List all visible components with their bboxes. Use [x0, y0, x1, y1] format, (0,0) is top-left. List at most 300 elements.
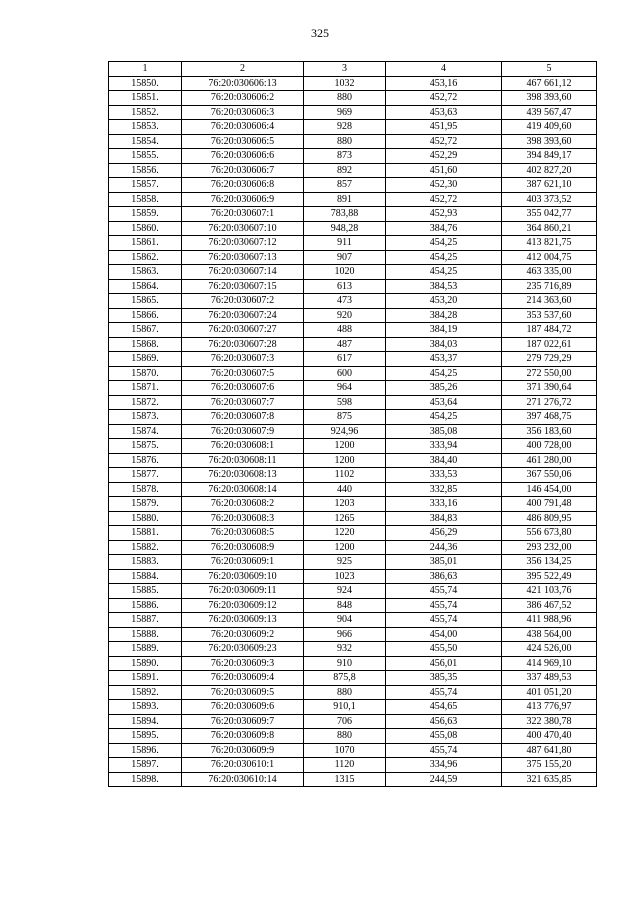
- area-cell: 440: [304, 482, 386, 497]
- row-number-cell: 15865.: [109, 294, 182, 309]
- rate-cell: 456,29: [386, 526, 502, 541]
- row-number-cell: 15862.: [109, 250, 182, 265]
- rate-cell: 334,96: [386, 758, 502, 773]
- area-cell: 1200: [304, 453, 386, 468]
- rate-cell: 386,63: [386, 569, 502, 584]
- table-row: [109, 758, 597, 773]
- cadastral-number-cell: 76:20:030609:5: [182, 685, 304, 700]
- area-cell: 1200: [304, 540, 386, 555]
- cadastral-number-cell: 76:20:030607:27: [182, 323, 304, 338]
- page-number: 325: [311, 26, 329, 40]
- rate-cell: 453,37: [386, 352, 502, 367]
- table-row: [109, 163, 597, 178]
- rate-cell: 454,25: [386, 265, 502, 280]
- table-row: [109, 410, 597, 425]
- row-number-cell: 15856.: [109, 163, 182, 178]
- value-cell: 400 470,40: [502, 729, 597, 744]
- rate-cell: 384,83: [386, 511, 502, 526]
- value-cell: 401 051,20: [502, 685, 597, 700]
- row-number-cell: 15867.: [109, 323, 182, 338]
- area-cell: 873: [304, 149, 386, 164]
- area-cell: 907: [304, 250, 386, 265]
- value-cell: 355 042,77: [502, 207, 597, 222]
- value-cell: 387 621,10: [502, 178, 597, 193]
- row-number-cell: 15871.: [109, 381, 182, 396]
- cadastral-number-cell: 76:20:030608:13: [182, 468, 304, 483]
- rate-cell: 385,35: [386, 671, 502, 686]
- table-row: [109, 236, 597, 251]
- value-cell: 461 280,00: [502, 453, 597, 468]
- row-number-cell: 15870.: [109, 366, 182, 381]
- value-cell: 412 004,75: [502, 250, 597, 265]
- cadastral-number-cell: 76:20:030610:1: [182, 758, 304, 773]
- table-row: [109, 468, 597, 483]
- row-number-cell: 15894.: [109, 714, 182, 729]
- rate-cell: 454,25: [386, 250, 502, 265]
- table-body: [109, 76, 597, 787]
- cadastral-number-cell: 76:20:030607:14: [182, 265, 304, 280]
- rate-cell: 456,01: [386, 656, 502, 671]
- area-cell: 598: [304, 395, 386, 410]
- rate-cell: 453,63: [386, 105, 502, 120]
- area-cell: 924,96: [304, 424, 386, 439]
- row-number-cell: 15853.: [109, 120, 182, 135]
- value-cell: 322 380,78: [502, 714, 597, 729]
- rate-cell: 455,50: [386, 642, 502, 657]
- value-cell: 371 390,64: [502, 381, 597, 396]
- column-header: 4: [386, 62, 502, 77]
- area-cell: 1032: [304, 76, 386, 91]
- row-number-cell: 15866.: [109, 308, 182, 323]
- table-row: [109, 511, 597, 526]
- table-row: [109, 424, 597, 439]
- area-cell: 1200: [304, 439, 386, 454]
- table-row: [109, 497, 597, 512]
- table-row: [109, 671, 597, 686]
- row-number-cell: 15872.: [109, 395, 182, 410]
- area-cell: 920: [304, 308, 386, 323]
- value-cell: 187 484,72: [502, 323, 597, 338]
- value-cell: 367 550,06: [502, 468, 597, 483]
- cadastral-number-cell: 76:20:030608:2: [182, 497, 304, 512]
- value-cell: 235 716,89: [502, 279, 597, 294]
- table-row: [109, 250, 597, 265]
- cadastral-number-cell: 76:20:030607:5: [182, 366, 304, 381]
- cadastral-number-cell: 76:20:030606:6: [182, 149, 304, 164]
- area-cell: 910: [304, 656, 386, 671]
- value-cell: 439 567,47: [502, 105, 597, 120]
- value-cell: 375 155,20: [502, 758, 597, 773]
- value-cell: 398 393,60: [502, 91, 597, 106]
- area-cell: 1220: [304, 526, 386, 541]
- rate-cell: 455,08: [386, 729, 502, 744]
- area-cell: 1265: [304, 511, 386, 526]
- rate-cell: 244,59: [386, 772, 502, 787]
- value-cell: 424 526,00: [502, 642, 597, 657]
- table-row: [109, 178, 597, 193]
- row-number-cell: 15878.: [109, 482, 182, 497]
- cadastral-number-cell: 76:20:030607:24: [182, 308, 304, 323]
- area-cell: 880: [304, 134, 386, 149]
- table-row: [109, 120, 597, 135]
- table-row: [109, 134, 597, 149]
- value-cell: 279 729,29: [502, 352, 597, 367]
- cadastral-number-cell: 76:20:030606:9: [182, 192, 304, 207]
- rate-cell: 452,72: [386, 192, 502, 207]
- cadastral-number-cell: 76:20:030606:8: [182, 178, 304, 193]
- value-cell: 400 728,00: [502, 439, 597, 454]
- value-cell: 364 860,21: [502, 221, 597, 236]
- value-cell: 293 232,00: [502, 540, 597, 555]
- area-cell: 964: [304, 381, 386, 396]
- row-number-cell: 15869.: [109, 352, 182, 367]
- cadastral-number-cell: 76:20:030609:8: [182, 729, 304, 744]
- cadastral-number-cell: 76:20:030608:1: [182, 439, 304, 454]
- cadastral-number-cell: 76:20:030606:13: [182, 76, 304, 91]
- rate-cell: 452,29: [386, 149, 502, 164]
- table-row: [109, 453, 597, 468]
- column-header: 5: [502, 62, 597, 77]
- rate-cell: 453,20: [386, 294, 502, 309]
- table-row: [109, 627, 597, 642]
- value-cell: 146 454,00: [502, 482, 597, 497]
- value-cell: 395 522,49: [502, 569, 597, 584]
- value-cell: 486 809,95: [502, 511, 597, 526]
- value-cell: 463 335,00: [502, 265, 597, 280]
- table-row: [109, 105, 597, 120]
- row-number-cell: 15896.: [109, 743, 182, 758]
- area-cell: 925: [304, 555, 386, 570]
- area-cell: 857: [304, 178, 386, 193]
- area-cell: 1203: [304, 497, 386, 512]
- row-number-cell: 15884.: [109, 569, 182, 584]
- cadastral-number-cell: 76:20:030608:11: [182, 453, 304, 468]
- rate-cell: 455,74: [386, 598, 502, 613]
- row-number-cell: 15850.: [109, 76, 182, 91]
- area-cell: 600: [304, 366, 386, 381]
- cadastral-number-cell: 76:20:030609:7: [182, 714, 304, 729]
- cadastral-number-cell: 76:20:030608:3: [182, 511, 304, 526]
- row-number-cell: 15873.: [109, 410, 182, 425]
- row-number-cell: 15860.: [109, 221, 182, 236]
- rate-cell: 384,03: [386, 337, 502, 352]
- table-row: [109, 149, 597, 164]
- rate-cell: 333,94: [386, 439, 502, 454]
- row-number-cell: 15861.: [109, 236, 182, 251]
- area-cell: 892: [304, 163, 386, 178]
- area-cell: 969: [304, 105, 386, 120]
- value-cell: 402 827,20: [502, 163, 597, 178]
- row-number-cell: 15857.: [109, 178, 182, 193]
- area-cell: 1070: [304, 743, 386, 758]
- row-number-cell: 15893.: [109, 700, 182, 715]
- value-cell: 356 183,60: [502, 424, 597, 439]
- rate-cell: 452,72: [386, 134, 502, 149]
- area-cell: 783,88: [304, 207, 386, 222]
- cadastral-number-cell: 76:20:030609:6: [182, 700, 304, 715]
- row-number-cell: 15854.: [109, 134, 182, 149]
- table-row: [109, 613, 597, 628]
- area-cell: 891: [304, 192, 386, 207]
- value-cell: 398 393,60: [502, 134, 597, 149]
- row-number-cell: 15859.: [109, 207, 182, 222]
- rate-cell: 333,16: [386, 497, 502, 512]
- cadastral-number-cell: 76:20:030607:28: [182, 337, 304, 352]
- table-row: [109, 439, 597, 454]
- area-cell: 904: [304, 613, 386, 628]
- cadastral-number-cell: 76:20:030607:3: [182, 352, 304, 367]
- row-number-cell: 15892.: [109, 685, 182, 700]
- cadastral-number-cell: 76:20:030607:13: [182, 250, 304, 265]
- area-cell: 911: [304, 236, 386, 251]
- table-header-row: [109, 62, 597, 77]
- rate-cell: 384,53: [386, 279, 502, 294]
- table-row: [109, 294, 597, 309]
- cadastral-number-cell: 76:20:030607:1: [182, 207, 304, 222]
- value-cell: 400 791,48: [502, 497, 597, 512]
- value-cell: 394 849,17: [502, 149, 597, 164]
- value-cell: 337 489,53: [502, 671, 597, 686]
- cadastral-number-cell: 76:20:030609:13: [182, 613, 304, 628]
- table-row: [109, 91, 597, 106]
- area-cell: 1315: [304, 772, 386, 787]
- cadastral-number-cell: 76:20:030609:23: [182, 642, 304, 657]
- rate-cell: 452,30: [386, 178, 502, 193]
- cadastral-number-cell: 76:20:030607:8: [182, 410, 304, 425]
- cadastral-number-cell: 76:20:030607:2: [182, 294, 304, 309]
- table-row: [109, 729, 597, 744]
- row-number-cell: 15886.: [109, 598, 182, 613]
- row-number-cell: 15855.: [109, 149, 182, 164]
- value-cell: 321 635,85: [502, 772, 597, 787]
- area-cell: 910,1: [304, 700, 386, 715]
- area-cell: 928: [304, 120, 386, 135]
- row-number-cell: 15881.: [109, 526, 182, 541]
- row-number-cell: 15879.: [109, 497, 182, 512]
- area-cell: 932: [304, 642, 386, 657]
- area-cell: 613: [304, 279, 386, 294]
- row-number-cell: 15868.: [109, 337, 182, 352]
- table-row: [109, 714, 597, 729]
- cadastral-number-cell: 76:20:030607:7: [182, 395, 304, 410]
- value-cell: 414 969,10: [502, 656, 597, 671]
- row-number-cell: 15889.: [109, 642, 182, 657]
- value-cell: 556 673,80: [502, 526, 597, 541]
- rate-cell: 385,26: [386, 381, 502, 396]
- table-row: [109, 279, 597, 294]
- cadastral-number-cell: 76:20:030609:10: [182, 569, 304, 584]
- area-cell: 1023: [304, 569, 386, 584]
- cadastral-number-cell: 76:20:030608:14: [182, 482, 304, 497]
- value-cell: 421 103,76: [502, 584, 597, 599]
- value-cell: 419 409,60: [502, 120, 597, 135]
- row-number-cell: 15887.: [109, 613, 182, 628]
- table-row: [109, 323, 597, 338]
- value-cell: 356 134,25: [502, 555, 597, 570]
- row-number-cell: 15875.: [109, 439, 182, 454]
- area-cell: 880: [304, 729, 386, 744]
- value-cell: 214 363,60: [502, 294, 597, 309]
- row-number-cell: 15851.: [109, 91, 182, 106]
- rate-cell: 384,40: [386, 453, 502, 468]
- cadastral-number-cell: 76:20:030609:11: [182, 584, 304, 599]
- table-row: [109, 642, 597, 657]
- column-header: 2: [182, 62, 304, 77]
- area-cell: 875: [304, 410, 386, 425]
- area-cell: 848: [304, 598, 386, 613]
- cadastral-number-cell: 76:20:030607:15: [182, 279, 304, 294]
- area-cell: 487: [304, 337, 386, 352]
- rate-cell: 385,01: [386, 555, 502, 570]
- data-table: [108, 61, 597, 787]
- value-cell: 271 276,72: [502, 395, 597, 410]
- area-cell: 1020: [304, 265, 386, 280]
- rate-cell: 384,19: [386, 323, 502, 338]
- cadastral-number-cell: 76:20:030609:12: [182, 598, 304, 613]
- area-cell: 1120: [304, 758, 386, 773]
- rate-cell: 455,74: [386, 743, 502, 758]
- table-row: [109, 526, 597, 541]
- rate-cell: 453,64: [386, 395, 502, 410]
- area-cell: 488: [304, 323, 386, 338]
- area-cell: 948,28: [304, 221, 386, 236]
- table-row: [109, 540, 597, 555]
- rate-cell: 333,53: [386, 468, 502, 483]
- cadastral-number-cell: 76:20:030610:14: [182, 772, 304, 787]
- area-cell: 880: [304, 685, 386, 700]
- rate-cell: 456,63: [386, 714, 502, 729]
- area-cell: 880: [304, 91, 386, 106]
- row-number-cell: 15864.: [109, 279, 182, 294]
- table-row: [109, 598, 597, 613]
- area-cell: 473: [304, 294, 386, 309]
- table-row: [109, 555, 597, 570]
- row-number-cell: 15858.: [109, 192, 182, 207]
- rate-cell: 451,60: [386, 163, 502, 178]
- value-cell: 467 661,12: [502, 76, 597, 91]
- row-number-cell: 15888.: [109, 627, 182, 642]
- cadastral-number-cell: 76:20:030606:3: [182, 105, 304, 120]
- value-cell: 187 022,61: [502, 337, 597, 352]
- table-row: [109, 743, 597, 758]
- row-number-cell: 15877.: [109, 468, 182, 483]
- value-cell: 438 564,00: [502, 627, 597, 642]
- area-cell: 966: [304, 627, 386, 642]
- table-row: [109, 221, 597, 236]
- row-number-cell: 15885.: [109, 584, 182, 599]
- row-number-cell: 15863.: [109, 265, 182, 280]
- row-number-cell: 15898.: [109, 772, 182, 787]
- table-row: [109, 265, 597, 280]
- cadastral-number-cell: 76:20:030609:2: [182, 627, 304, 642]
- rate-cell: 452,72: [386, 91, 502, 106]
- rate-cell: 385,08: [386, 424, 502, 439]
- cadastral-number-cell: 76:20:030608:5: [182, 526, 304, 541]
- rate-cell: 454,25: [386, 366, 502, 381]
- cadastral-number-cell: 76:20:030609:3: [182, 656, 304, 671]
- cadastral-number-cell: 76:20:030606:2: [182, 91, 304, 106]
- row-number-cell: 15897.: [109, 758, 182, 773]
- rate-cell: 452,93: [386, 207, 502, 222]
- value-cell: 411 988,96: [502, 613, 597, 628]
- row-number-cell: 15882.: [109, 540, 182, 555]
- table-row: [109, 772, 597, 787]
- rate-cell: 451,95: [386, 120, 502, 135]
- row-number-cell: 15852.: [109, 105, 182, 120]
- rate-cell: 453,16: [386, 76, 502, 91]
- area-cell: 617: [304, 352, 386, 367]
- row-number-cell: 15891.: [109, 671, 182, 686]
- row-number-cell: 15874.: [109, 424, 182, 439]
- rate-cell: 332,85: [386, 482, 502, 497]
- value-cell: 353 537,60: [502, 308, 597, 323]
- cadastral-number-cell: 76:20:030607:10: [182, 221, 304, 236]
- area-cell: 706: [304, 714, 386, 729]
- value-cell: 413 821,75: [502, 236, 597, 251]
- table-row: [109, 352, 597, 367]
- table-row: [109, 569, 597, 584]
- value-cell: 272 550,00: [502, 366, 597, 381]
- rate-cell: 454,65: [386, 700, 502, 715]
- area-cell: 875,8: [304, 671, 386, 686]
- row-number-cell: 15895.: [109, 729, 182, 744]
- rate-cell: 454,25: [386, 410, 502, 425]
- cadastral-number-cell: 76:20:030607:9: [182, 424, 304, 439]
- row-number-cell: 15876.: [109, 453, 182, 468]
- table-row: [109, 685, 597, 700]
- cadastral-number-cell: 76:20:030607:12: [182, 236, 304, 251]
- table-row: [109, 366, 597, 381]
- cadastral-number-cell: 76:20:030606:7: [182, 163, 304, 178]
- table-row: [109, 192, 597, 207]
- column-header: 1: [109, 62, 182, 77]
- area-cell: 924: [304, 584, 386, 599]
- value-cell: 386 467,52: [502, 598, 597, 613]
- value-cell: 397 468,75: [502, 410, 597, 425]
- rate-cell: 454,00: [386, 627, 502, 642]
- cadastral-number-cell: 76:20:030608:9: [182, 540, 304, 555]
- row-number-cell: 15883.: [109, 555, 182, 570]
- table-row: [109, 207, 597, 222]
- rate-cell: 384,76: [386, 221, 502, 236]
- table-row: [109, 482, 597, 497]
- value-cell: 487 641,80: [502, 743, 597, 758]
- rate-cell: 454,25: [386, 236, 502, 251]
- table-row: [109, 308, 597, 323]
- column-header: 3: [304, 62, 386, 77]
- area-cell: 1102: [304, 468, 386, 483]
- cadastral-number-cell: 76:20:030609:1: [182, 555, 304, 570]
- cadastral-number-cell: 76:20:030609:9: [182, 743, 304, 758]
- rate-cell: 244,36: [386, 540, 502, 555]
- rate-cell: 455,74: [386, 584, 502, 599]
- cadastral-number-cell: 76:20:030607:6: [182, 381, 304, 396]
- table-row: [109, 584, 597, 599]
- value-cell: 413 776,97: [502, 700, 597, 715]
- rate-cell: 384,28: [386, 308, 502, 323]
- table-row: [109, 395, 597, 410]
- table-row: [109, 700, 597, 715]
- table-row: [109, 76, 597, 91]
- row-number-cell: 15890.: [109, 656, 182, 671]
- row-number-cell: 15880.: [109, 511, 182, 526]
- rate-cell: 455,74: [386, 613, 502, 628]
- table-row: [109, 381, 597, 396]
- table-row: [109, 337, 597, 352]
- rate-cell: 455,74: [386, 685, 502, 700]
- value-cell: 403 373,52: [502, 192, 597, 207]
- table-row: [109, 656, 597, 671]
